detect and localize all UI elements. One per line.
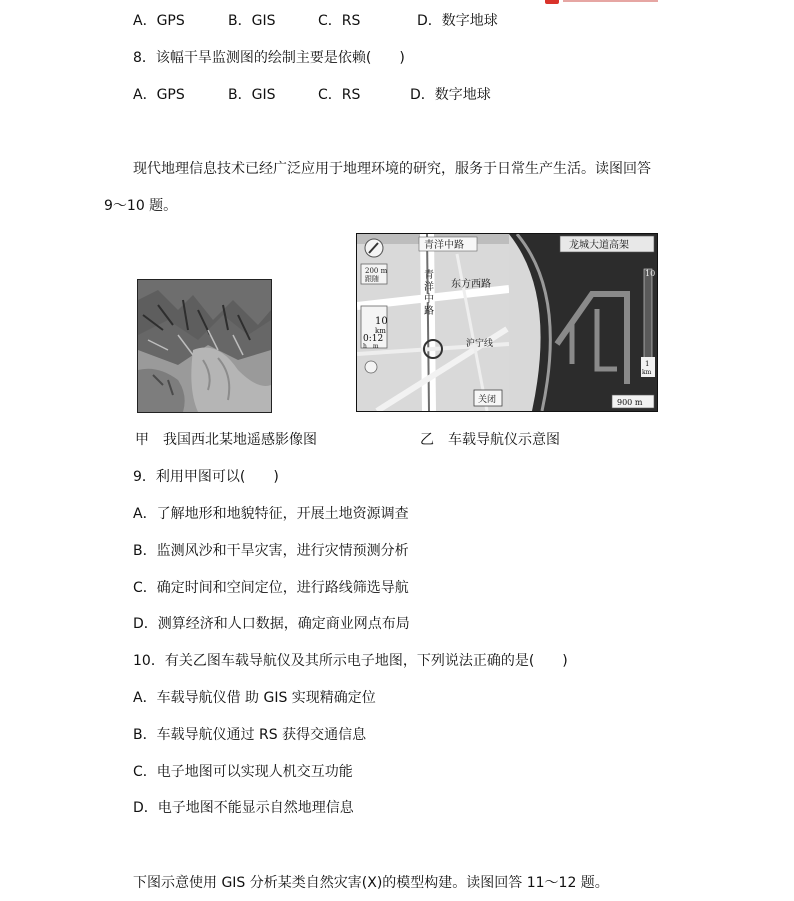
road-vertical-char-2: 洋 (424, 282, 434, 293)
figure-yi-caption: 乙 车载导航仪示意图 (420, 432, 560, 448)
right-scale-km-value: 1 (645, 360, 650, 368)
follow-label: 跟随 (365, 275, 379, 283)
q10-option-b[interactable]: B．车载导航仪通过 RS 获得交通信息 (133, 727, 367, 743)
q8-stem: 8．该幅干旱监测图的绘制主要是依赖( ) (133, 50, 405, 66)
road-east-label: 东方西路 (451, 279, 491, 290)
publisher-logo (545, 0, 660, 6)
distance-unit: km (375, 327, 386, 335)
road-vertical-char-3: 中 (424, 294, 434, 305)
q9-option-b[interactable]: B．监测风沙和干旱灾害，进行灾情预测分析 (133, 543, 409, 559)
intro-9-10-line1: 现代地理信息技术已经广泛应用于地理环境的研究，服务于日常生产生活。读图回答 (133, 161, 651, 177)
right-scale-km-unit: km (642, 369, 652, 376)
q8-option-b[interactable]: B．GIS (228, 87, 276, 103)
q7-option-c[interactable]: C．RS (318, 13, 361, 29)
q9-option-a[interactable]: A．了解地形和地貌特征，开展土地资源调查 (133, 506, 409, 522)
intro-9-10-line2: 9～10 题。 (104, 198, 178, 214)
q10-stem: 10．有关乙图车载导航仪及其所示电子地图，下列说法正确的是( ) (133, 653, 568, 669)
q8-option-d[interactable]: D．数字地球 (410, 87, 491, 103)
q7-option-d[interactable]: D．数字地球 (417, 13, 498, 29)
road-vertical-char-1: 青 (424, 270, 434, 281)
car-navigation-map (356, 233, 658, 412)
distance-value: 10 (375, 316, 388, 327)
q10-option-d[interactable]: D．电子地图不能显示自然地理信息 (133, 800, 354, 816)
intro-11-12: 下图示意使用 GIS 分析某类自然灾害(X)的模型构建。读图回答 11～12 题。 (133, 875, 609, 891)
q10-option-c[interactable]: C．电子地图可以实现人机交互功能 (133, 764, 353, 780)
right-scale-bottom: 900 m (617, 398, 643, 407)
figure-jia-caption: 甲 我国西北某地遥感影像图 (135, 432, 317, 448)
time-value: 0:12 (363, 334, 384, 344)
q10-option-a[interactable]: A．车载导航仪借 助 GIS 实现精确定位 (133, 690, 376, 706)
q9-stem: 9．利用甲图可以( ) (133, 469, 279, 485)
time-unit: h m (363, 343, 379, 350)
q9-option-d[interactable]: D．测算经济和人口数据，确定商业网点布局 (133, 616, 410, 632)
q8-option-a[interactable]: A．GPS (133, 87, 185, 103)
remote-sensing-image (137, 279, 272, 413)
q9-option-c[interactable]: C．确定时间和空间定位，进行路线筛选导航 (133, 580, 409, 596)
close-button[interactable]: 关闭 (478, 395, 497, 405)
right-scale-top: 10 (645, 269, 656, 278)
q8-option-c[interactable]: C．RS (318, 87, 361, 103)
road-hu-label: 沪宁线 (466, 339, 494, 349)
road-vertical-char-4: 路 (424, 306, 434, 317)
q7-option-b[interactable]: B．GIS (228, 13, 276, 29)
road-top-label: 青洋中路 (424, 240, 464, 251)
right-panel-title: 龙城大道高架 (569, 240, 629, 251)
q7-option-a[interactable]: A．GPS (133, 13, 185, 29)
scale-left-label: 200 m (365, 267, 388, 275)
